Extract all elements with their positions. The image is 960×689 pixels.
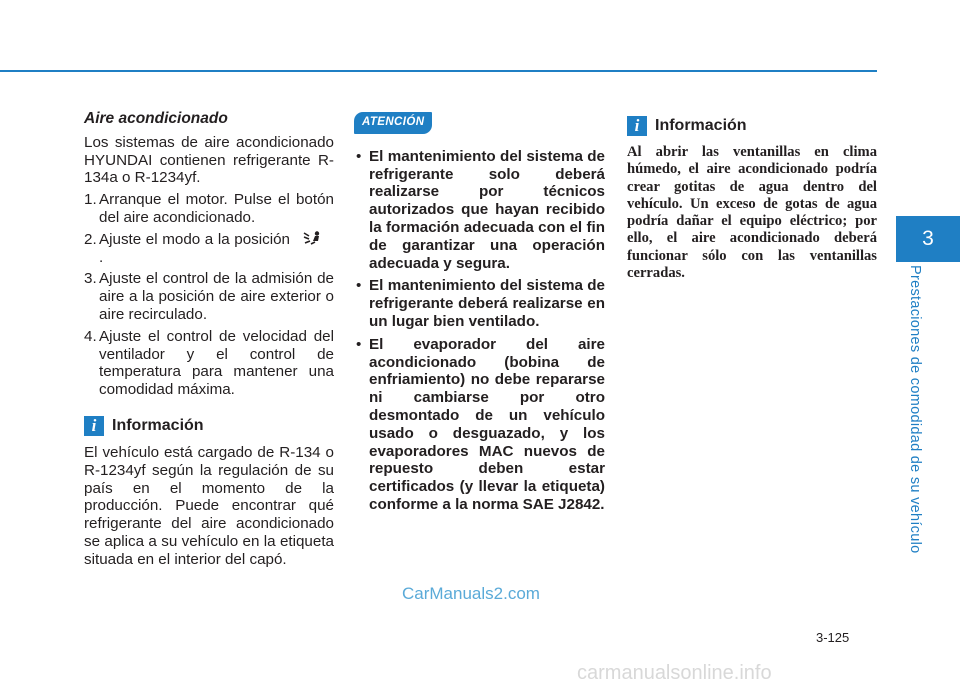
bullet-mark: • <box>356 335 362 353</box>
watermark-footer[interactable]: carmanualsonline.info <box>577 662 772 684</box>
caution-item <box>354 336 605 514</box>
bullet-mark: • <box>356 147 362 165</box>
step-text-suffix: . <box>99 248 104 266</box>
info-header <box>627 116 877 136</box>
caution-text: El evaporador del aire acondicionado (bobina de enfriamiento) no debe repararse ni cambiarse por otro desmontado de un vehículo usado o desguazado, y los evaporadores MAC nuevos de repuesto deben estar certificados (y llevar la etiqueta) conforme a la norma SAE J2842. <box>369 335 605 513</box>
caution-list <box>354 148 605 514</box>
chapter-title: Prestaciones de comodidad de su vehículo <box>907 265 923 554</box>
info-text: El vehículo está cargado de R-134 o R-1234yf según la regulación de su país en el momento de la producción. Puede encontrar qué refrigerante del aire acondicionado se aplica a su vehículo en la etiqueta situada en el interior del capó. <box>84 443 334 568</box>
section-heading: Aire acondicionado <box>84 110 228 127</box>
info-icon: i <box>84 416 104 436</box>
step-text: Ajuste el control de la admisión de aire a la posición de aire exterior o aire recirculado. <box>99 270 334 323</box>
caution-item <box>354 277 605 330</box>
step-text: Ajuste el control de velocidad del ventilador y el control de temperatura para mantener una comodidad máxima. <box>99 327 334 399</box>
chapter-number-tab <box>896 216 960 262</box>
step-item <box>84 231 334 267</box>
info-text: Al abrir las ventanillas en clima húmedo, el aire acondicionado podría crear gotitas de agua dentro del vehículo. Un exceso de gotas de agua podría dañar el equipo eléctrico; por ello, el aire acondicionado deberá funcionar sólo con las ventanillas cerradas. <box>627 144 877 282</box>
step-item <box>84 328 334 399</box>
chapter-number: 3 <box>922 227 934 250</box>
info-title: Información <box>112 417 204 435</box>
caution-text: El mantenimiento del sistema de refrigerante solo deberá realizarse por técnicos autorizados que hayan recibido la formación adecuada con el fin de garantizar una operación adecuada y segura. <box>369 147 605 272</box>
page-number: 3-125 <box>816 630 850 645</box>
info-title: Información <box>655 117 747 135</box>
column-right <box>627 110 877 282</box>
caution-item <box>354 148 605 273</box>
step-number: 4. <box>84 327 97 345</box>
floor-defrost-mode-icon <box>302 231 324 245</box>
step-item <box>84 191 334 227</box>
intro-paragraph: Los sistemas de aire acondicionado HYUNDAI contienen refrigerante R-134a o R-1234yf. <box>84 133 334 187</box>
column-left <box>84 110 334 569</box>
info-header <box>84 416 334 436</box>
step-item <box>84 270 334 323</box>
column-middle <box>354 112 605 519</box>
step-number: 3. <box>84 270 97 288</box>
watermark-link[interactable]: CarManuals2.com <box>402 584 540 603</box>
step-number: 2. <box>84 230 97 248</box>
step-text: Ajuste el modo a la posición <box>99 230 290 248</box>
step-text: Arranque el motor. Pulse el botón del aire acondicionado. <box>99 191 334 226</box>
info-icon: i <box>627 116 647 136</box>
caution-badge: ATENCIÓN <box>354 112 432 134</box>
step-number: 1. <box>84 191 97 209</box>
caution-text: El mantenimiento del sistema de refrigerante deberá realizarse en un lugar bien ventilado. <box>369 277 605 330</box>
bullet-mark: • <box>356 277 362 295</box>
header-rule <box>0 70 877 72</box>
procedure-steps <box>84 191 334 399</box>
